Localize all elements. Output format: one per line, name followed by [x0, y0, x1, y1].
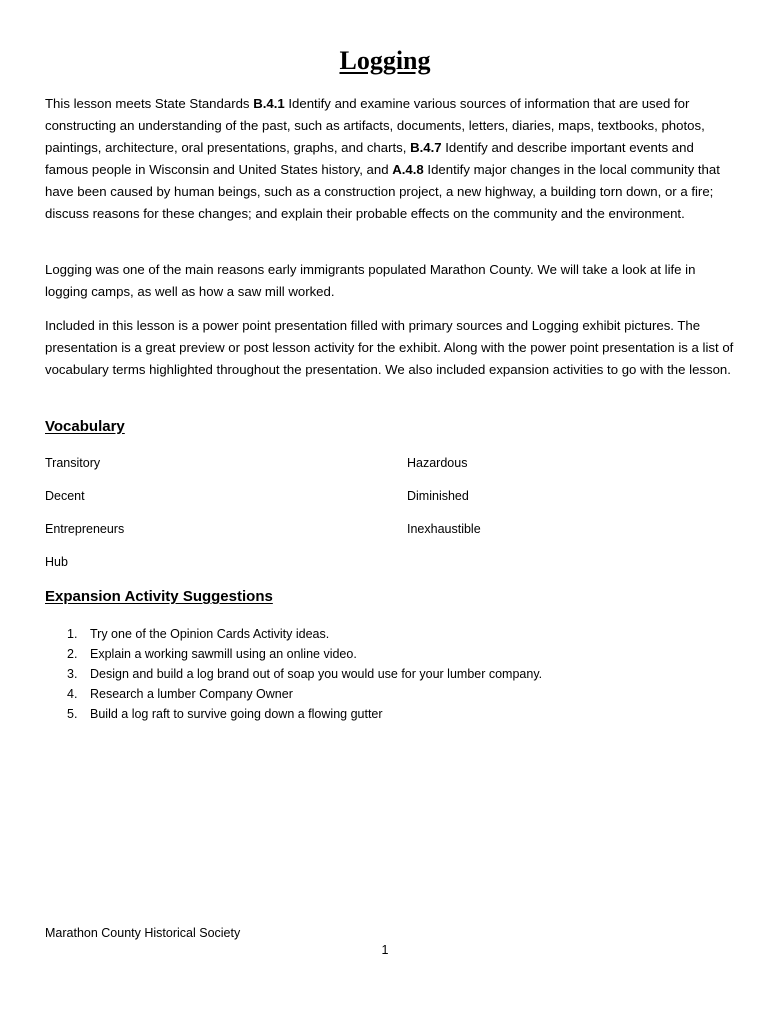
intro-paragraph: Logging was one of the main reasons early immigrants populated Marathon County. We will take a look at life in logging camps, as well as how a saw mill worked.: [45, 262, 696, 299]
page-number: 1: [381, 943, 389, 957]
standard-code-b47: B.4.7: [410, 140, 442, 155]
standards-text-2: Identify and examine various sources of information that are used for constructing an understanding of the past, such as artifacts, documents, letters, diaries, maps, textbooks, photos, paintings, architecture, oral presentations, graphs, and charts,: [45, 96, 705, 155]
list-item: [45, 644, 542, 664]
list-item-text: Research a lumber Company Owner: [90, 687, 293, 701]
expansion-heading: Expansion Activity Suggestions: [45, 588, 273, 605]
list-item: [45, 684, 542, 704]
vocabulary-list: [45, 455, 735, 571]
list-item-text: Explain a working sawmill using an online video.: [90, 647, 357, 661]
footer-organization: Marathon County Historical Society: [45, 926, 241, 940]
standards-text-3: Identify and describe important events and famous people in Wisconsin and United States history, and: [45, 140, 694, 177]
list-item-number: 4.: [67, 687, 78, 701]
list-item-text: Design and build a log brand out of soap you would use for your lumber company.: [90, 667, 543, 681]
vocabulary-heading: Vocabulary: [45, 418, 125, 435]
list-item: [45, 664, 542, 684]
vocab-term: Hub: [45, 555, 68, 569]
vocab-term: Transitory: [45, 456, 101, 470]
list-item-number: 3.: [67, 667, 78, 681]
list-item-text: Build a log raft to survive going down a flowing gutter: [90, 707, 383, 721]
list-item-number: 1.: [67, 627, 78, 641]
list-item-number: 2.: [67, 647, 78, 661]
page-title: Logging: [339, 46, 431, 75]
list-item: [45, 704, 542, 724]
standard-code-b41: B.4.1: [253, 96, 285, 111]
vocab-term: Inexhaustible: [407, 522, 481, 536]
list-item-number: 5.: [67, 707, 78, 721]
standards-paragraph: [45, 93, 735, 225]
standard-code-a48: A.4.8: [392, 162, 424, 177]
vocab-term: Decent: [45, 489, 85, 503]
vocab-term: Hazardous: [407, 456, 468, 470]
presentation-paragraph: Included in this lesson is a power point presentation filled with primary sources and Logging exhibit pictures. The presentation is a great preview or post lesson activity for the exhibit. Along with the power point presentation is a list of vocabulary terms highlighted throughout the presentation. We also included expansion activities to go with the lesson.: [45, 318, 734, 377]
vocab-term: Diminished: [407, 489, 469, 503]
vocab-term: Entrepreneurs: [45, 522, 125, 536]
list-item: [45, 624, 542, 644]
list-item-text: Try one of the Opinion Cards Activity ideas.: [90, 627, 330, 641]
standards-text-4: Identify major changes in the local community that have been caused by human beings, such as a construction project, a new highway, a building torn down, or a fire; discuss reasons for these changes; and explain their probable effects on the community and the environment.: [45, 162, 720, 221]
expansion-activity-list: [45, 624, 542, 724]
standards-text-1: This lesson meets State Standards: [45, 96, 254, 111]
